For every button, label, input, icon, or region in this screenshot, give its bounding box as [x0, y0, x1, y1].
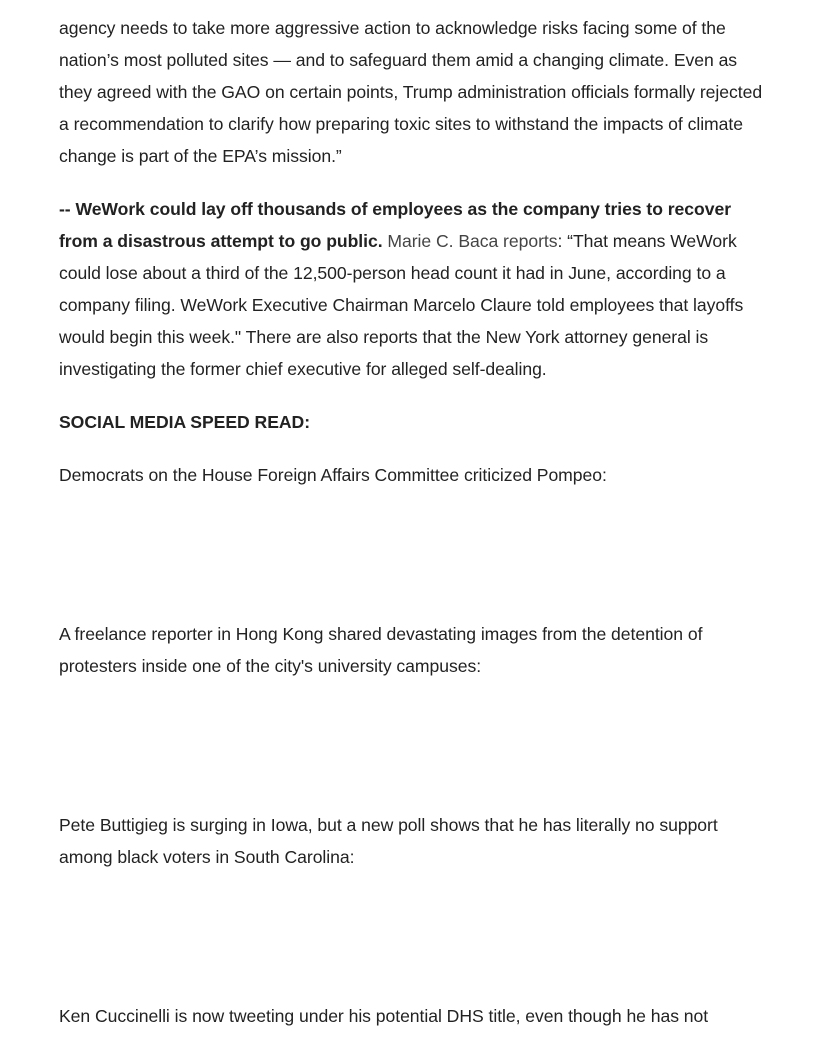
pompeo-paragraph: Democrats on the House Foreign Affairs Committee criticized Pompeo: [59, 465, 607, 485]
wework-paragraph [59, 193, 771, 385]
article-body [59, 12, 771, 1032]
wework-headline: -- WeWork could lay off thousands of employees as the company tries to recover from a disastrous attempt to go public. [59, 199, 731, 251]
section-heading [59, 406, 771, 438]
buttigieg-paragraph: Pete Buttigieg is surging in Iowa, but a new poll shows that he has literally no support among black voters in South Carolina: [59, 815, 718, 867]
hong-kong-paragraph: A freelance reporter in Hong Kong shared devastating images from the detention of protesters inside one of the city's university campuses: [59, 624, 703, 676]
cuccinelli-paragraph: Ken Cuccinelli is now tweeting under his potential DHS title, even though he has not [59, 1006, 709, 1026]
author-link-marie-baca[interactable]: Marie C. Baca reports [387, 231, 558, 251]
social-media-speed-read-heading: SOCIAL MEDIA SPEED READ: [59, 412, 311, 432]
epa-quote-paragraph: agency needs to take more aggressive action to acknowledge risks facing some of the nation’s most polluted sites — and to safeguard them amid a changing climate. Even as they agreed with the GAO on certain points, Trump administration officials formally rejected a recommendation to clarify how preparing toxic sites to withstand the impacts of climate change is part of the EPA’s mission.” [59, 18, 763, 166]
wework-body: : “That means WeWork could lose about a third of the 12,500-person head count it had in June, according to a company filing. WeWork Executive Chairman Marcelo Claure told employees that layoffs would begin this week." There are also reports that the New York attorney general is investigating the former chief executive for alleged self-dealing. [59, 231, 744, 379]
